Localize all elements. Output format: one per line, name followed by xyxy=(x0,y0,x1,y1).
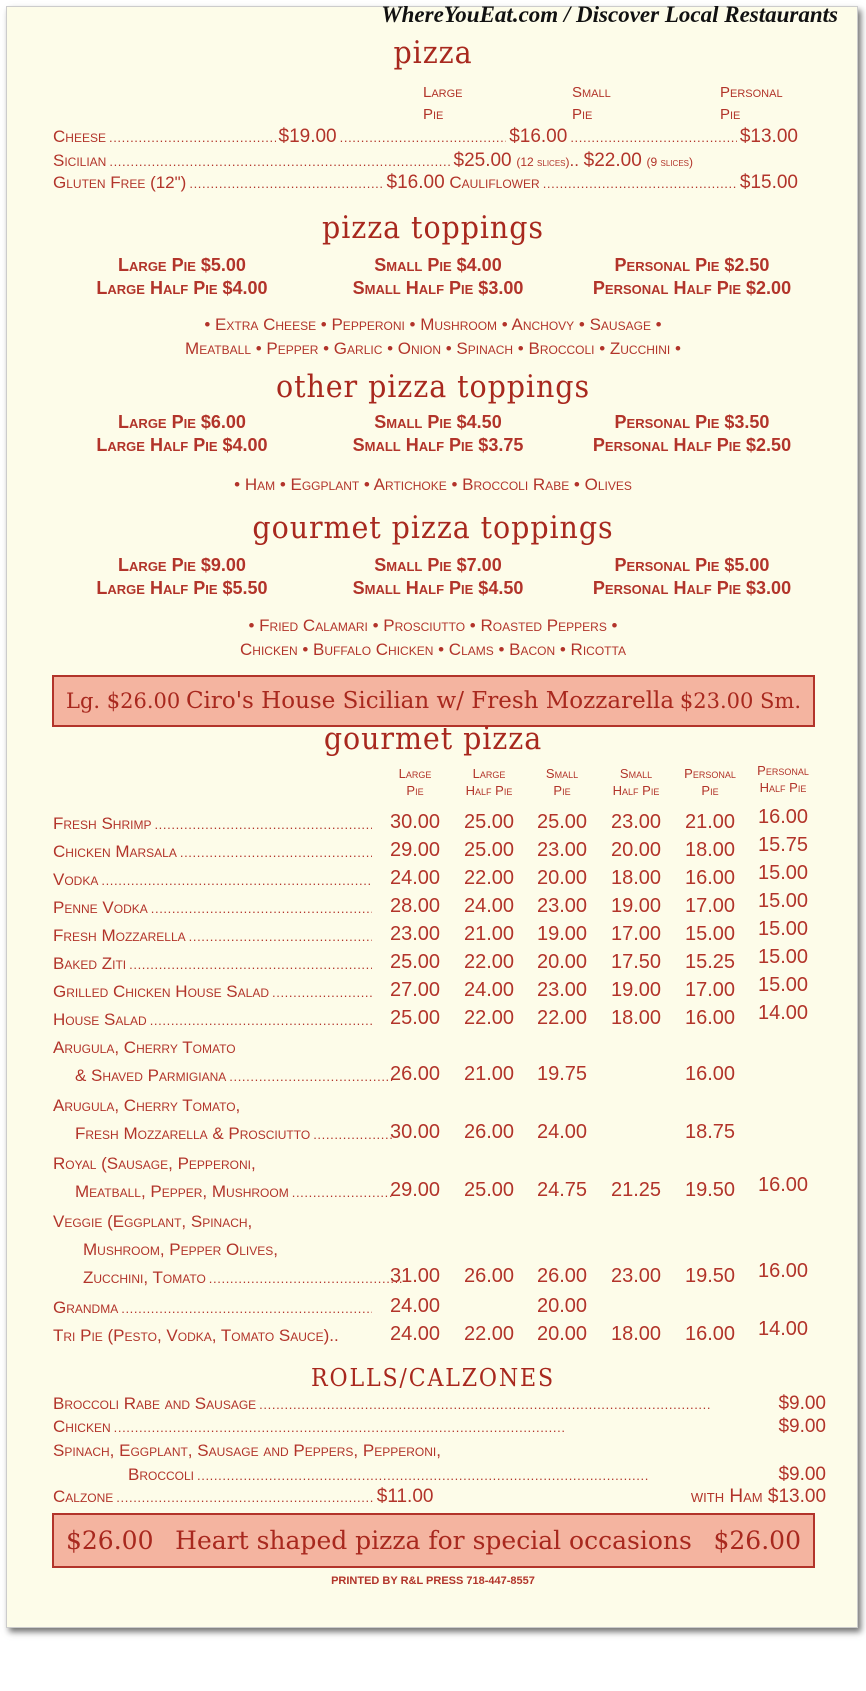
dot-leader xyxy=(101,870,372,890)
gourmet-price: 31.00 xyxy=(389,1265,441,1287)
gourmet-item-name xyxy=(53,954,375,974)
gourmet-item-name xyxy=(53,1268,405,1288)
gourmet-price: 15.75 xyxy=(757,834,809,856)
dot-leader xyxy=(154,814,372,834)
gourmet-price: 30.00 xyxy=(389,811,441,833)
gourmet-price: 16.00 xyxy=(684,1323,736,1345)
header-line: Pie xyxy=(553,783,571,798)
gourmet-price: 18.00 xyxy=(610,1323,662,1345)
item-name: Chicken xyxy=(53,1417,111,1436)
item-name-line: Penne Vodka xyxy=(53,898,148,917)
gourmet-price: 16.00 xyxy=(757,806,809,828)
gourmet-item-name xyxy=(53,1298,375,1318)
gourmet-price: 25.00 xyxy=(463,1179,515,1201)
item-name-line: House Salad xyxy=(53,1010,147,1029)
banner-left-price: $26.00 xyxy=(66,1526,154,1555)
gourmet-price: 15.25 xyxy=(684,951,736,973)
gourmet-price: 16.00 xyxy=(757,1260,809,1282)
gourmet-price: 19.00 xyxy=(610,979,662,1001)
gourmet-price: 22.00 xyxy=(463,1007,515,1029)
pizza-title: pizza xyxy=(393,35,473,71)
dot-leader xyxy=(340,127,507,147)
gourmet-item-name xyxy=(53,1326,375,1346)
topping-price: Personal Pie $2.50 xyxy=(614,255,770,275)
topping-half-price: Large Half Pie $4.00 xyxy=(96,435,268,455)
gourmet-price: 26.00 xyxy=(389,1063,441,1085)
topping-half-price: Small Half Pie $4.50 xyxy=(352,578,524,598)
gourmet-price: 26.00 xyxy=(463,1121,515,1143)
gourmet-price: 19.50 xyxy=(684,1179,736,1201)
topping-half-price: Large Half Pie $5.50 xyxy=(96,578,268,598)
gourmet-price: 26.00 xyxy=(463,1265,515,1287)
slice-note: (12 slices) xyxy=(516,155,570,169)
header-line: Pie xyxy=(572,106,593,123)
gourmet-price: 24.75 xyxy=(536,1179,588,1201)
header-line: Personal xyxy=(720,84,783,101)
roll-row xyxy=(128,1464,826,1486)
roll-row xyxy=(53,1416,826,1438)
dot-leader xyxy=(272,982,372,1002)
item-name-line: & Shaved Parmigiana xyxy=(75,1066,227,1085)
topping-half-price: Small Half Pie $3.75 xyxy=(352,435,524,455)
dot-leader xyxy=(229,1066,394,1086)
gourmet-price: 23.00 xyxy=(610,811,662,833)
item-name-line: Chicken Marsala xyxy=(53,842,177,861)
gourmet-price: 19.50 xyxy=(684,1265,736,1287)
gourmet-price: 17.00 xyxy=(684,895,736,917)
gourmet-price: 20.00 xyxy=(536,1295,588,1317)
item-name-line: Meatball, Pepper, Mushroom xyxy=(75,1182,289,1201)
gourmet-price: 30.00 xyxy=(389,1121,441,1143)
gourmet-price: 25.00 xyxy=(463,811,515,833)
slice-note: (9 slices) xyxy=(646,155,693,169)
item-name-line: Arugula, Cherry Tomato, xyxy=(53,1096,241,1115)
item-name-line: Grandma xyxy=(53,1298,119,1317)
dot-leader xyxy=(259,1394,775,1414)
price: $9.00 xyxy=(778,1416,826,1437)
pizza-row-gluten-free xyxy=(53,172,798,194)
gourmet-price: 17.50 xyxy=(610,951,662,973)
gourmet-price: 19.00 xyxy=(610,895,662,917)
price-small: $16.00 xyxy=(509,126,568,147)
banner-right-price: $23.00 Sm. xyxy=(679,689,801,713)
item-name-line: Royal (Sausage, Pepperoni, xyxy=(53,1154,256,1173)
topping-price: Large Pie $5.00 xyxy=(118,255,246,275)
gourmet-price: 15.00 xyxy=(757,946,809,968)
gourmet-price: 21.00 xyxy=(463,1063,515,1085)
gourmet-item-name xyxy=(53,1096,353,1116)
topping-half-price: Small Half Pie $3.00 xyxy=(352,278,524,298)
header-line: Half Pie xyxy=(612,783,660,798)
item-name: Broccoli Rabe and Sausage xyxy=(53,1394,257,1413)
gourmet-price: 16.00 xyxy=(684,1063,736,1085)
gourmet-header xyxy=(527,765,597,799)
gourmet-price: 15.00 xyxy=(757,862,809,884)
gourmet-price: 19.75 xyxy=(536,1063,588,1085)
topping-half-price: Personal Half Pie $2.00 xyxy=(592,278,792,298)
topping-list: Meatball • Pepper • Garlic • Onion • Spinach • Broccoli • Zucchini • xyxy=(185,339,681,358)
price: $9.00 xyxy=(778,1393,826,1414)
header-line: Pie xyxy=(406,783,424,798)
dot-leader xyxy=(189,173,383,193)
header-line: Large xyxy=(423,84,463,101)
item-name-line: Fresh Mozzarella xyxy=(53,926,186,945)
gourmet-price: 20.00 xyxy=(536,951,588,973)
price-personal: $15.00 xyxy=(739,172,798,193)
gourmet-price: 27.00 xyxy=(389,979,441,1001)
topping-price: Personal Pie $3.50 xyxy=(614,412,770,432)
gourmet-price: 20.00 xyxy=(536,1323,588,1345)
header-line: Small xyxy=(572,84,611,101)
topping-half-price: Large Half Pie $4.00 xyxy=(96,278,268,298)
header-line: Pie xyxy=(423,106,444,123)
topping-price: Large Pie $6.00 xyxy=(118,412,246,432)
item-name-line: Arugula, Cherry Tomato xyxy=(53,1038,236,1057)
gourmet-item-name xyxy=(53,1212,353,1232)
price-large: $16.00 xyxy=(386,172,445,193)
header-line: Small xyxy=(545,766,579,781)
dot-leader xyxy=(180,842,372,862)
gourmet-price: 21.00 xyxy=(684,811,736,833)
calzone-row xyxy=(53,1486,826,1508)
gourmet-price: 24.00 xyxy=(389,1323,441,1345)
gourmet-header xyxy=(601,765,671,799)
rolls-title: ROLLS/CALZONES xyxy=(311,1364,555,1392)
header-line: Half Pie xyxy=(759,780,807,795)
gourmet-item-name xyxy=(53,898,375,918)
header-line: Large xyxy=(398,766,432,781)
item-name-line: Baked Ziti xyxy=(53,954,127,973)
item-name: Sicilian xyxy=(53,151,107,170)
gourmet-item-name xyxy=(53,1038,353,1058)
header-line: Pie xyxy=(701,783,719,798)
gourmet-price: 25.00 xyxy=(389,951,441,973)
gourmet-price: 15.00 xyxy=(757,974,809,996)
roll-row xyxy=(53,1393,826,1415)
gourmet-price: 21.00 xyxy=(463,923,515,945)
topping-price: Small Pie $4.50 xyxy=(374,412,502,432)
gourmet-price: 22.00 xyxy=(463,1323,515,1345)
gourmet-item-name xyxy=(53,926,375,946)
gourmet-price: 15.00 xyxy=(757,918,809,940)
gourmet-price: 16.00 xyxy=(684,867,736,889)
dot-leader xyxy=(150,1010,372,1030)
item-name: Calzone xyxy=(53,1487,114,1506)
gourmet-price: 25.00 xyxy=(463,839,515,861)
item-name: Cheese xyxy=(53,127,106,146)
price: $9.00 xyxy=(778,1464,826,1485)
header-line: Pie xyxy=(720,106,741,123)
item-name-line: Fresh Shrimp xyxy=(53,814,152,833)
gourmet-price: 16.00 xyxy=(684,1007,736,1029)
gourmet-price: 18.00 xyxy=(684,839,736,861)
dot-leader xyxy=(570,127,737,147)
gourmet-price: 24.00 xyxy=(463,979,515,1001)
topping-price: Personal Pie $5.00 xyxy=(614,555,770,575)
toppings-section-title: other pizza toppings xyxy=(275,369,591,405)
heart-pizza-banner xyxy=(52,1513,815,1568)
header-line: Personal xyxy=(684,766,736,781)
banner-text: Ciro's House Sicilian w/ Fresh Mozzarella xyxy=(185,688,675,714)
gourmet-price: 20.00 xyxy=(610,839,662,861)
gourmet-price: 17.00 xyxy=(610,923,662,945)
gourmet-price: 14.00 xyxy=(757,1318,809,1340)
header-line: Small xyxy=(619,766,653,781)
gourmet-pizza-title: gourmet pizza xyxy=(323,721,543,757)
gourmet-price: 16.00 xyxy=(757,1174,809,1196)
item-name-line: Zucchini, Tomato xyxy=(83,1268,206,1287)
gourmet-price: 29.00 xyxy=(389,1179,441,1201)
gourmet-price: 19.00 xyxy=(536,923,588,945)
topping-half-price: Personal Half Pie $2.50 xyxy=(592,435,792,455)
gourmet-price: 14.00 xyxy=(757,1002,809,1024)
topping-list: • Ham • Eggplant • Artichoke • Broccoli Rabe • Olives xyxy=(234,475,632,494)
topping-price: Small Pie $7.00 xyxy=(374,555,502,575)
header-line: Half Pie xyxy=(465,783,513,798)
gourmet-price: 24.00 xyxy=(463,895,515,917)
dot-leader xyxy=(197,1465,775,1485)
gourmet-price: 23.00 xyxy=(389,923,441,945)
price-small: $22.00 xyxy=(583,150,642,171)
gourmet-price: 26.00 xyxy=(536,1265,588,1287)
item-name-line: Mushroom, Pepper Olives, xyxy=(83,1240,278,1259)
topping-list: Chicken • Buffalo Chicken • Clams • Bacon • Ricotta xyxy=(240,640,626,659)
dot-leader xyxy=(129,954,372,974)
gourmet-price: 18.75 xyxy=(684,1121,736,1143)
dot-leader xyxy=(151,898,372,918)
header-personal xyxy=(720,82,783,126)
dot-leader xyxy=(189,926,372,946)
item-name: Spinach, Eggplant, Sausage and Peppers, Pepperoni, xyxy=(53,1441,441,1460)
gourmet-price: 24.00 xyxy=(389,867,441,889)
header-line: Personal xyxy=(757,763,809,778)
item-name-line: Vodka xyxy=(53,870,99,889)
price-large: $25.00 xyxy=(453,150,512,171)
banner-right-price: $26.00 xyxy=(713,1526,801,1555)
gourmet-price: 22.00 xyxy=(536,1007,588,1029)
gourmet-item-name xyxy=(53,1124,397,1144)
price-personal: $13.00 xyxy=(739,126,798,147)
gourmet-item-name xyxy=(53,814,375,834)
gourmet-price: 21.25 xyxy=(610,1179,662,1201)
gourmet-item-name xyxy=(53,1010,375,1030)
printer-credit: PRINTED BY R&L PRESS 718-447-8557 xyxy=(331,1575,535,1587)
gourmet-price: 18.00 xyxy=(610,867,662,889)
topping-price: Small Pie $4.00 xyxy=(374,255,502,275)
topping-price: Large Pie $9.00 xyxy=(118,555,246,575)
pizza-row-sicilian: Sicilian . . . $25.00 (12 slices) .. $22.00 (9 slices) xyxy=(53,150,693,172)
gourmet-price: 23.00 xyxy=(536,839,588,861)
gourmet-price: 17.00 xyxy=(684,979,736,1001)
gourmet-price: 25.00 xyxy=(536,811,588,833)
item-name-line: Tri Pie (Pesto, Vodka, Tomato Sauce).. xyxy=(53,1326,339,1345)
gourmet-price: 24.00 xyxy=(389,1295,441,1317)
item-name: Gluten Free (12") xyxy=(53,173,187,192)
header-large xyxy=(423,82,463,126)
gourmet-price: 29.00 xyxy=(389,839,441,861)
header-line: Large xyxy=(472,766,506,781)
gourmet-price: 22.00 xyxy=(463,867,515,889)
gourmet-price: 28.00 xyxy=(389,895,441,917)
gourmet-item-name xyxy=(53,1154,353,1174)
toppings-section-title: gourmet pizza toppings xyxy=(252,510,614,546)
gourmet-item-name xyxy=(53,870,375,890)
dot-leader xyxy=(109,127,276,147)
gourmet-price: 15.00 xyxy=(684,923,736,945)
price-with-ham: with Ham $13.00 xyxy=(690,1486,827,1507)
roll-row xyxy=(53,1441,826,1461)
watermark: WhereYouEat.com / Discover Local Restaurants xyxy=(381,2,838,27)
gourmet-price: 23.00 xyxy=(610,1265,662,1287)
item-name: Broccoli xyxy=(128,1465,195,1484)
gourmet-header xyxy=(380,765,450,799)
house-sicilian-banner xyxy=(52,675,815,727)
dot-leader xyxy=(114,1417,776,1437)
gourmet-price: 23.00 xyxy=(536,979,588,1001)
gourmet-item-name xyxy=(53,982,375,1002)
gourmet-price: 24.00 xyxy=(536,1121,588,1143)
gourmet-price: 23.00 xyxy=(536,895,588,917)
item-name: Cauliflower xyxy=(449,173,540,192)
gourmet-item-name xyxy=(53,842,375,862)
topping-list: • Fried Calamari • Prosciutto • Roasted Peppers • xyxy=(248,616,618,635)
price-large: $19.00 xyxy=(278,126,337,147)
dot-leader xyxy=(109,151,450,171)
gourmet-price: 15.00 xyxy=(757,890,809,912)
header-small xyxy=(572,82,611,126)
dot-leader xyxy=(209,1268,402,1288)
gourmet-item-name xyxy=(53,1182,397,1202)
gourmet-price: 25.00 xyxy=(389,1007,441,1029)
banner-text: Heart shaped pizza for special occasions xyxy=(175,1526,692,1555)
gourmet-price: 18.00 xyxy=(610,1007,662,1029)
gourmet-price: 20.00 xyxy=(536,867,588,889)
price: $11.00 xyxy=(376,1486,434,1507)
gourmet-item-name xyxy=(53,1066,397,1086)
dot-leader xyxy=(121,1298,372,1318)
gourmet-header xyxy=(748,762,818,796)
pizza-row-cheese xyxy=(53,126,798,148)
gourmet-price: 22.00 xyxy=(463,951,515,973)
banner-left-price: Lg. $26.00 xyxy=(66,689,181,713)
item-name-line: Grilled Chicken House Salad xyxy=(53,982,269,1001)
item-name-line: Fresh Mozzarella & Prosciutto xyxy=(75,1124,311,1143)
gourmet-header xyxy=(454,765,524,799)
gourmet-item-name xyxy=(53,1240,383,1260)
topping-list: • Extra Cheese • Pepperoni • Mushroom • Anchovy • Sausage • xyxy=(204,315,662,334)
gourmet-header xyxy=(675,765,745,799)
topping-half-price: Personal Half Pie $3.00 xyxy=(592,578,792,598)
dot-leader xyxy=(543,173,737,193)
toppings-section-title: pizza toppings xyxy=(322,210,544,246)
dot-leader xyxy=(116,1487,373,1507)
item-name-line: Veggie (Eggplant, Spinach, xyxy=(53,1212,253,1231)
